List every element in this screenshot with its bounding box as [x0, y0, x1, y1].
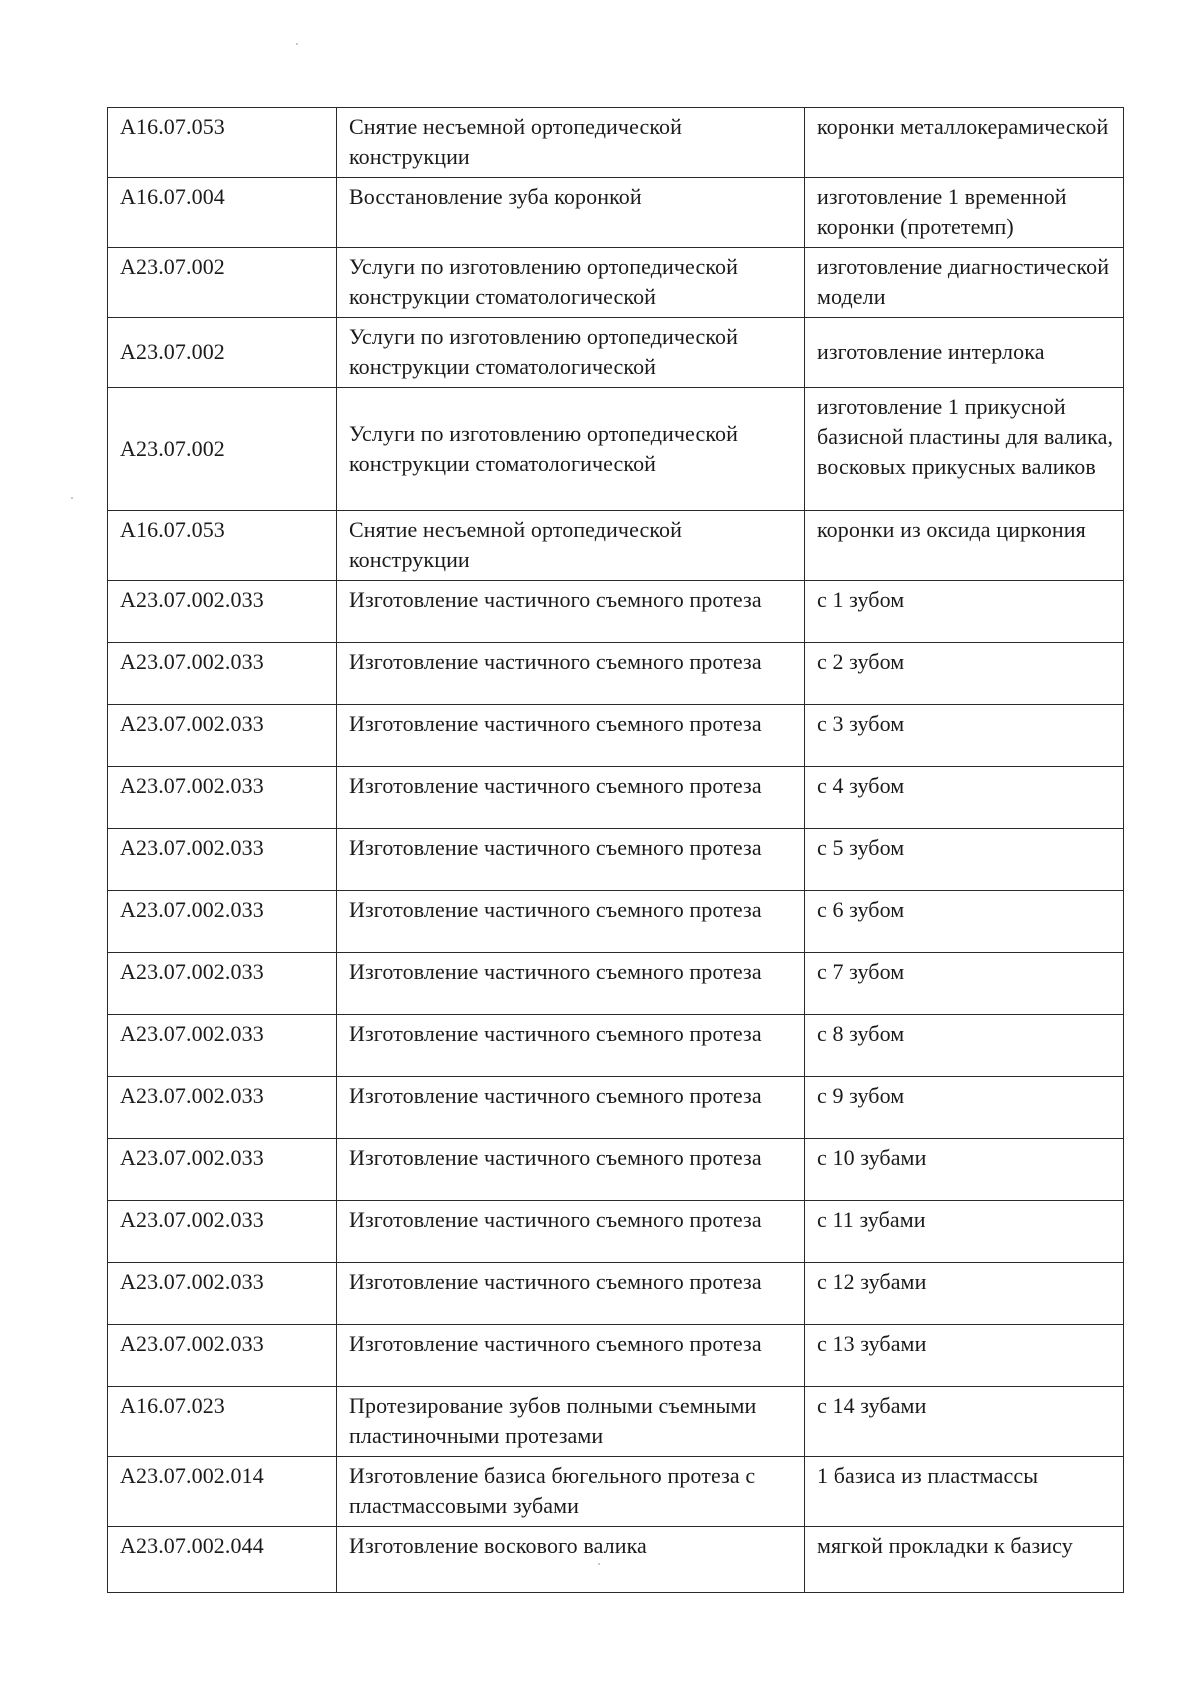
service-code-cell: A23.07.002 — [108, 388, 337, 511]
service-note-cell: коронки металлокерамической — [805, 108, 1124, 178]
service-name-cell: Изготовление частичного съемного протеза — [337, 891, 805, 953]
table-row — [108, 767, 1124, 829]
service-name-cell: Изготовление частичного съемного протеза — [337, 1263, 805, 1325]
service-note-cell: мягкой прокладки к базису — [805, 1527, 1124, 1593]
table-row — [108, 891, 1124, 953]
table-row — [108, 953, 1124, 1015]
service-name-cell: Изготовление воскового валика — [337, 1527, 805, 1593]
table-row — [108, 1139, 1124, 1201]
service-name-cell: Услуги по изготовлению ортопедической конструкции стоматологической — [337, 248, 805, 318]
table-row — [108, 705, 1124, 767]
services-table — [107, 107, 1124, 1593]
service-note-cell: с 4 зубом — [805, 767, 1124, 829]
service-name-cell: Изготовление частичного съемного протеза — [337, 767, 805, 829]
service-code-cell: A16.07.023 — [108, 1387, 337, 1457]
table-row — [108, 829, 1124, 891]
service-name-cell: Изготовление частичного съемного протеза — [337, 643, 805, 705]
service-note-cell: с 2 зубом — [805, 643, 1124, 705]
service-name-cell: Изготовление частичного съемного протеза — [337, 1015, 805, 1077]
service-name-cell: Изготовление частичного съемного протеза — [337, 1139, 805, 1201]
service-note-cell: с 14 зубами — [805, 1387, 1124, 1457]
table-row — [108, 318, 1124, 388]
service-code-cell: A23.07.002.033 — [108, 1263, 337, 1325]
table-row — [108, 1263, 1124, 1325]
table-row — [108, 1077, 1124, 1139]
table-row — [108, 108, 1124, 178]
service-name-cell: Изготовление частичного съемного протеза — [337, 829, 805, 891]
service-note-cell: с 5 зубом — [805, 829, 1124, 891]
scan-speck — [296, 43, 298, 45]
service-code-cell: A23.07.002.033 — [108, 829, 337, 891]
service-code-cell: A23.07.002.033 — [108, 705, 337, 767]
service-code-cell: A23.07.002.033 — [108, 767, 337, 829]
service-note-cell: с 3 зубом — [805, 705, 1124, 767]
table-row — [108, 1015, 1124, 1077]
service-note-cell: с 9 зубом — [805, 1077, 1124, 1139]
service-note-cell: с 12 зубами — [805, 1263, 1124, 1325]
service-name-cell: Снятие несъемной ортопедической конструкции — [337, 511, 805, 581]
service-code-cell: A16.07.053 — [108, 511, 337, 581]
service-code-cell: A23.07.002 — [108, 318, 337, 388]
service-name-cell: Протезирование зубов полными съемными пластиночными протезами — [337, 1387, 805, 1457]
service-note-cell: с 11 зубами — [805, 1201, 1124, 1263]
scan-speck — [71, 497, 73, 499]
service-note-cell: коронки из оксида циркония — [805, 511, 1124, 581]
service-code-cell: A23.07.002 — [108, 248, 337, 318]
service-note-cell: с 7 зубом — [805, 953, 1124, 1015]
table-row — [108, 388, 1124, 511]
service-code-cell: A16.07.053 — [108, 108, 337, 178]
service-note-cell: с 10 зубами — [805, 1139, 1124, 1201]
service-name-cell: Изготовление частичного съемного протеза — [337, 1201, 805, 1263]
service-code-cell: A23.07.002.014 — [108, 1457, 337, 1527]
table-row — [108, 581, 1124, 643]
service-name-cell: Услуги по изготовлению ортопедической конструкции стоматологической — [337, 388, 805, 511]
table-row — [108, 1201, 1124, 1263]
table-row — [108, 643, 1124, 705]
table-row — [108, 1457, 1124, 1527]
service-note-cell: изготовление диагностической модели — [805, 248, 1124, 318]
service-code-cell: A23.07.002.044 — [108, 1527, 337, 1593]
service-note-cell: с 6 зубом — [805, 891, 1124, 953]
service-name-cell: Изготовление частичного съемного протеза — [337, 1325, 805, 1387]
service-code-cell: A23.07.002.033 — [108, 1325, 337, 1387]
service-code-cell: A23.07.002.033 — [108, 643, 337, 705]
service-code-cell: A23.07.002.033 — [108, 891, 337, 953]
service-name-cell: Изготовление частичного съемного протеза — [337, 581, 805, 643]
service-name-cell: Услуги по изготовлению ортопедической конструкции стоматологической — [337, 318, 805, 388]
service-note-cell: 1 базиса из пластмассы — [805, 1457, 1124, 1527]
table-row — [108, 1387, 1124, 1457]
service-name-cell: Изготовление частичного съемного протеза — [337, 1077, 805, 1139]
service-note-cell: с 13 зубами — [805, 1325, 1124, 1387]
service-code-cell: A16.07.004 — [108, 178, 337, 248]
service-name-cell: Изготовление частичного съемного протеза — [337, 705, 805, 767]
service-note-cell: изготовление 1 временной коронки (протетемп) — [805, 178, 1124, 248]
service-name-cell: Снятие несъемной ортопедической конструкции — [337, 108, 805, 178]
service-name-cell: Изготовление базиса бюгельного протеза с пластмассовыми зубами — [337, 1457, 805, 1527]
service-name-cell: Изготовление частичного съемного протеза — [337, 953, 805, 1015]
table-row — [108, 511, 1124, 581]
service-code-cell: A23.07.002.033 — [108, 1015, 337, 1077]
service-note-cell: с 8 зубом — [805, 1015, 1124, 1077]
service-code-cell: A23.07.002.033 — [108, 1139, 337, 1201]
service-note-cell: изготовление интерлока — [805, 318, 1124, 388]
service-note-cell: изготовление 1 прикусной базисной пластины для валика, восковых прикусных валиков — [805, 388, 1124, 511]
service-code-cell: A23.07.002.033 — [108, 1077, 337, 1139]
service-name-cell: Восстановление зуба коронкой — [337, 178, 805, 248]
table-row — [108, 1527, 1124, 1593]
table-row — [108, 248, 1124, 318]
service-code-cell: A23.07.002.033 — [108, 1201, 337, 1263]
service-note-cell: с 1 зубом — [805, 581, 1124, 643]
table-row — [108, 178, 1124, 248]
service-code-cell: A23.07.002.033 — [108, 953, 337, 1015]
service-code-cell: A23.07.002.033 — [108, 581, 337, 643]
table-row — [108, 1325, 1124, 1387]
